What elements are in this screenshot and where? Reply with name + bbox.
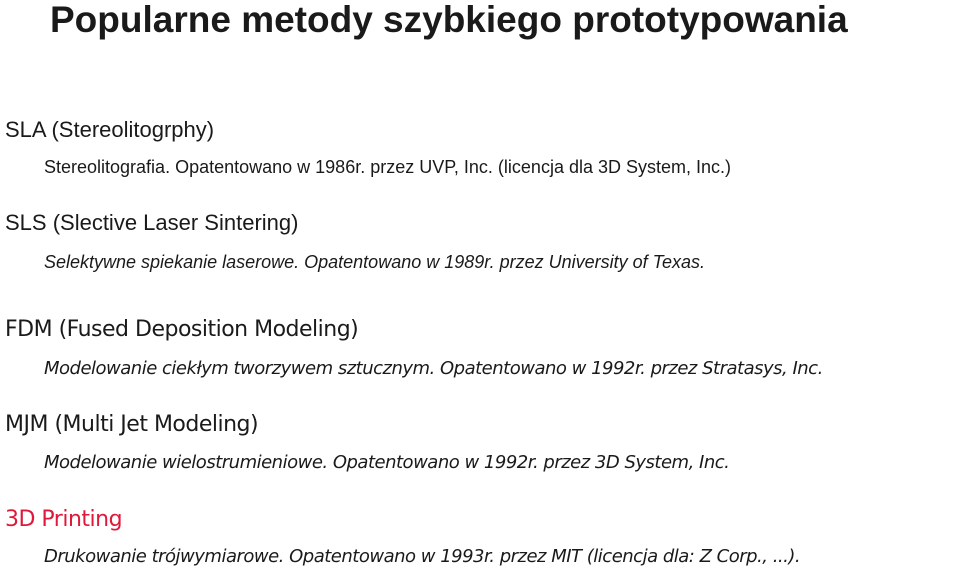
method-term: FDM (Fused Deposition Modeling): [5, 317, 359, 342]
method-term: SLS (Slective Laser Sintering): [5, 210, 299, 235]
page-title: Popularne metody szybkiego prototypowania: [50, 0, 848, 40]
method-term: 3D Printing: [5, 507, 123, 532]
method-term: MJM (Multi Jet Modeling): [5, 412, 259, 437]
method-description: Drukowanie trójwymiarowe. Opatentowano w 1993r. przez MIT (licencja dla: Z Corp., ...).: [44, 546, 801, 567]
method-description: Modelowanie ciekłym tworzywem sztucznym. Opatentowano w 1992r. przez Stratasys, Inc.: [44, 358, 823, 379]
method-term: SLA (Stereolitogrphy): [5, 117, 215, 142]
method-description: Modelowanie wielostrumieniowe. Opatentowano w 1992r. przez 3D System, Inc.: [44, 452, 730, 473]
method-description: Stereolitografia. Opatentowano w 1986r. przez UVP, Inc. (licencja dla 3D System, Inc.): [44, 157, 732, 177]
method-description: Selektywne spiekanie laserowe. Opatentowano w 1989r. przez University of Texas.: [44, 252, 706, 272]
